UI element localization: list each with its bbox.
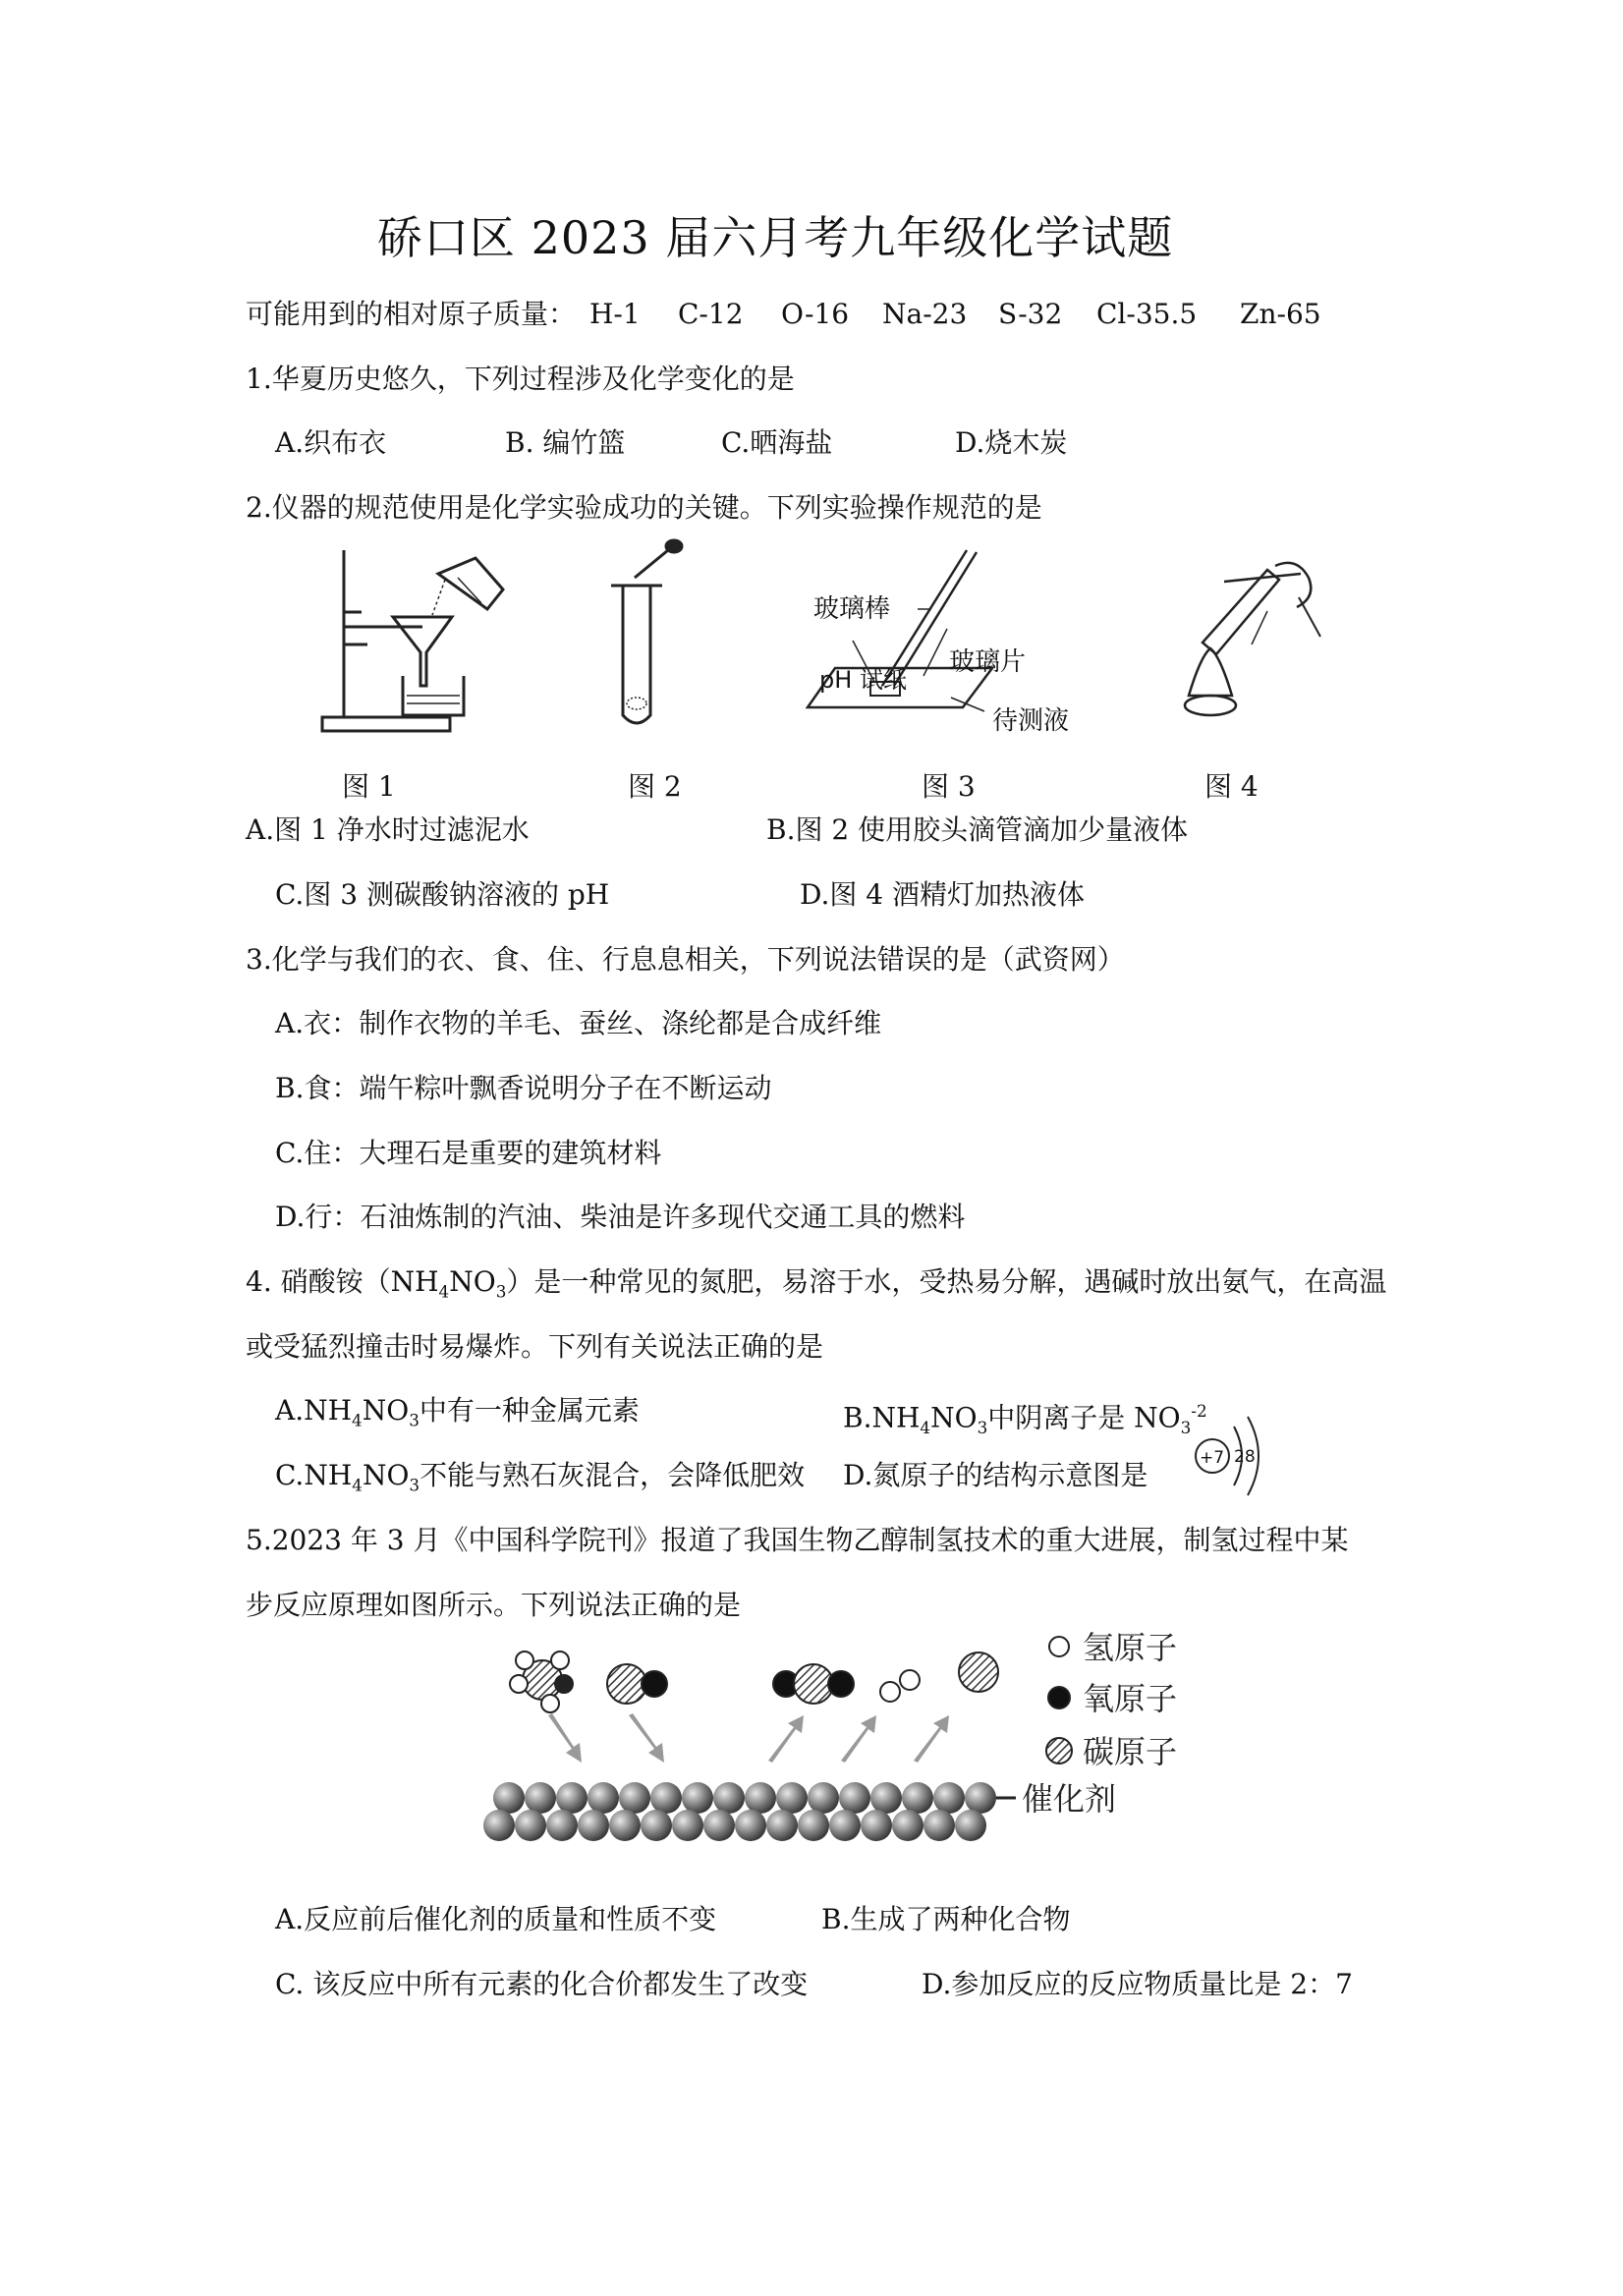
q3-option-c: C.住：大理石是重要的建筑材料 (275, 1137, 662, 1169)
q2-option-c: C.图 3 测碳酸钠溶液的 pH (275, 878, 610, 911)
atomic-mass-label: 可能用到的相对原子质量： (246, 298, 577, 330)
legend (1046, 1637, 1072, 1764)
q2-option-d: D.图 4 酒精灯加热液体 (800, 878, 1085, 911)
q4-option-c: $C.NH_4NO_3$不能与熟石灰混合，会降低肥效 (275, 1459, 806, 1495)
fig3-label-glass: 玻璃片 (949, 647, 1027, 677)
atom-shell-electrons: 28 (1234, 1447, 1256, 1467)
q3-option-d: D.行：石油炼制的汽油、柴油是许多现代交通工具的燃料 (275, 1201, 966, 1233)
q5-option-c: C. 该反应中所有元素的化合价都发生了改变 (275, 1968, 809, 2000)
q5-option-d: D.参加反应的反应物质量比是 2：7 (922, 1968, 1353, 2000)
fig2-caption: 图 2 (628, 770, 682, 803)
q2-apparatus-figures (246, 538, 1375, 750)
q5-option-a: A.反应前后催化剂的质量和性质不变 (275, 1903, 717, 1935)
nitrogen-atom-diagram (1185, 1403, 1273, 1501)
page-title: 硚口区 2023 届六月考九年级化学试题 (377, 211, 1174, 264)
q2-stem: 2.仪器的规范使用是化学实验成功的关键。下列实验操作规范的是 (246, 491, 1042, 524)
catalyst-label: 催化剂 (1022, 1780, 1117, 1818)
reactant-co-molecule (607, 1664, 667, 1704)
q3-option-a: A.衣：制作衣物的羊毛、蚕丝、涤纶都是合成纤维 (275, 1007, 882, 1039)
mass-cl: Cl-35.5 (1096, 298, 1198, 330)
legend-oxygen-swatch (1048, 1687, 1070, 1708)
fig4-heating-illustration (1185, 563, 1320, 715)
q5-reaction-diagram (481, 1621, 1228, 1857)
q1-stem: 1.华夏历史悠久，下列过程涉及化学变化的是 (246, 363, 795, 395)
q1-option-b: B. 编竹篮 (505, 426, 626, 459)
q5-option-b: B.生成了两种化合物 (821, 1903, 1071, 1935)
legend-carbon: 碳原子 (1083, 1733, 1178, 1770)
q1-option-c: C.晒海盐 (721, 426, 833, 459)
mass-zn: Zn-65 (1240, 298, 1321, 330)
q4-stem: 4. 硝酸铵$(NH_4NO_3)$是一种常见的氮肥，易溶于水，受热易分解，遇碱时放出氨气，在高温 (246, 1265, 1387, 1302)
q1-option-a: A.织布衣 (275, 426, 387, 459)
fig3-label-paper: pH 试纸 (819, 666, 907, 694)
product-co2-molecule (773, 1664, 854, 1704)
legend-carbon-swatch (1046, 1738, 1072, 1764)
q2-option-a: A.图 1 净水时过滤泥水 (246, 813, 530, 846)
fig4-caption: 图 4 (1204, 770, 1259, 803)
fig1-filtration-illustration (322, 550, 503, 731)
q5-stem: 5.2023 年 3 月《中国科学院刊》报道了我国生物乙醇制氢技术的重大进展，制氢过程中某 (246, 1524, 1349, 1556)
q1-option-d: D.烧木炭 (955, 426, 1068, 459)
q4-option-a: $A.NH_4NO_3$中有一种金属元素 (275, 1394, 640, 1430)
legend-hydrogen: 氢原子 (1083, 1629, 1178, 1666)
mass-s: S-32 (998, 298, 1063, 330)
mass-c: C-12 (678, 298, 744, 330)
fig3-caption: 图 3 (922, 770, 976, 803)
fig3-label-liquid: 待测液 (992, 706, 1070, 736)
q4-stem-line2: 或受猛烈撞击时易爆炸。下列有关说法正确的是 (246, 1330, 824, 1363)
catalyst-surface (483, 1782, 996, 1841)
legend-hydrogen-swatch (1049, 1637, 1069, 1656)
q4-option-d: D.氮原子的结构示意图是 (843, 1459, 1148, 1491)
fig1-caption: 图 1 (342, 770, 396, 803)
mass-o: O-16 (781, 298, 850, 330)
atom-nucleus-charge: +7 (1200, 1448, 1225, 1468)
reaction-arrows (548, 1713, 949, 1763)
q5-stem-line2: 步反应原理如图所示。下列说法正确的是 (246, 1589, 742, 1621)
q2-option-b: B.图 2 使用胶头滴管滴加少量液体 (766, 813, 1189, 846)
mass-h: H-1 (589, 298, 641, 330)
product-h2-molecule (880, 1670, 920, 1702)
mass-na: Na-23 (882, 298, 968, 330)
legend-oxygen: 氧原子 (1083, 1680, 1178, 1717)
q4-option-b: $B.NH_4NO_3$中阴离子是 $NO_3^{-2}$ (843, 1401, 1207, 1437)
fig3-label-rod: 玻璃棒 (813, 594, 891, 624)
reactant-methane-molecule (510, 1652, 573, 1712)
q3-option-b: B.食：端午粽叶飘香说明分子在不断运动 (275, 1072, 772, 1104)
product-carbon-atom (959, 1652, 998, 1692)
fig2-dropper-illustration (611, 540, 682, 723)
q3-stem: 3.化学与我们的衣、食、住、行息息相关，下列说法错误的是（武资网） (246, 943, 1125, 976)
